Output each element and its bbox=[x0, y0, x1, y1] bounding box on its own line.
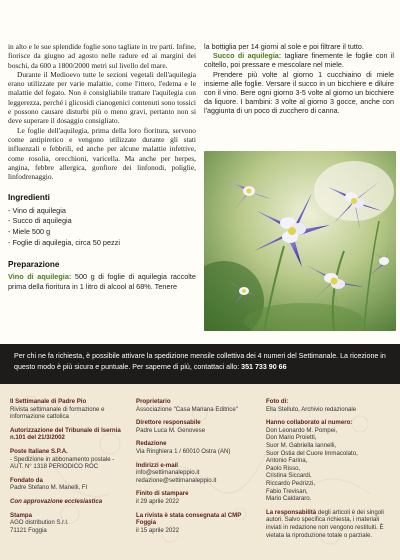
printed-title: Finito di stampare bbox=[136, 490, 189, 498]
masthead-column-editorial bbox=[136, 398, 258, 534]
director-title: Direttore responsabile bbox=[136, 419, 201, 427]
founded-title: Fondato da bbox=[10, 476, 43, 484]
article-paragraph: Prendere più volte al giorno 1 cucchiaino di miele insieme alle foglie. Versare il succo in un bicchiere e diluire con il vino. Bere ogni giorno 3-5 volte al giorno un bicchiere da liquore. I bambini: 3 volte al giorno 3 gocce, anche con l'aggiunta di un poco di zucchero di canna. bbox=[204, 69, 394, 116]
postal-text: - Spedizione in abbonamento postale - AUT. N° 1318 PERIODICO ROC bbox=[10, 455, 115, 471]
article-paragraph: Le foglie dell'aquilegia, prima della loro fioritura, servono come antipiretico e vengono utilizzate durante gli stati influenzali e febbrili, ed anche per alcune malattie infettive, come rosolia, orecchioni, varicella. Ma anche per herpes, angina, febbre allergica, gonfiore dei linfonodi, poliglie, linfodrenaggio. bbox=[8, 125, 196, 182]
publication-subtitle: Rivista settimanale di formazione e informazione cattolica bbox=[10, 405, 105, 421]
contact-phone[interactable]: 351 733 90 66 bbox=[241, 363, 287, 371]
court-authorization: Autorizzazione del Tribunale di Isernia n.101 del 21/3/2002 bbox=[10, 426, 121, 442]
collaborator-name: Don Mario Proietti, bbox=[266, 434, 317, 442]
print-city: 71121 Foggia bbox=[10, 526, 47, 534]
masthead-column-credits bbox=[266, 398, 392, 539]
email-editorial-link[interactable]: redazione@settimanaleppio.it bbox=[136, 476, 217, 484]
collaborator-name: Antonio Farina, bbox=[266, 457, 308, 465]
publication-title: Il Settimanale di Padre Pio bbox=[10, 398, 87, 405]
founded-text: Padre Stefano M. Manelli, FI bbox=[10, 484, 88, 492]
email-info-link[interactable]: info@settimanaleppio.it bbox=[136, 469, 200, 477]
collaborator-name: Suor Ostia del Cuore Immacolato, bbox=[266, 449, 358, 457]
ingredient-item: - Succo di aquilegia bbox=[8, 216, 72, 226]
printed-date: il 29 aprile 2022 bbox=[136, 497, 180, 505]
ingredients-list bbox=[8, 206, 196, 248]
collaborator-name: Paolo Risso, bbox=[266, 464, 301, 472]
print-title: Stampa bbox=[10, 511, 33, 519]
article-left-column bbox=[8, 42, 196, 292]
article-paragraph bbox=[204, 51, 394, 69]
collaborator-name: Mario Caldararo. bbox=[266, 495, 312, 503]
email-title: Indirizzi e-mail bbox=[136, 461, 178, 469]
editorial-title: Redazione bbox=[136, 440, 167, 448]
responsibility-text: degli articoli è dei singoli autori. Salvo specifica richiesta, i materiali inviati in redazione non vengono restituiti. È vietata la riproduzione totale o parziale. bbox=[266, 508, 384, 539]
preparation-heading: Preparazione bbox=[8, 260, 60, 270]
ingredient-item: - Miele 500 g bbox=[8, 226, 51, 236]
ingredients-heading: Ingredienti bbox=[8, 193, 50, 203]
responsibility-title: La responsabilità bbox=[266, 508, 317, 516]
collaborator-name: Fabio Trevisan, bbox=[266, 487, 308, 495]
juice-text: tagliare finemente le foglie con il coltello, poi pressare e mescolare nel miele. bbox=[204, 51, 394, 70]
ingredient-item: - Vino di aquilegia bbox=[8, 205, 66, 215]
director-text: Padre Luca M. Genovese bbox=[136, 426, 206, 434]
preparation-label: Vino di aquilegia: bbox=[8, 272, 72, 282]
photo-credit-title: Foto di: bbox=[266, 398, 289, 405]
responsibility-note bbox=[266, 509, 392, 539]
collaborator-name: Don Leonardo M. Pompei, bbox=[266, 426, 338, 434]
photo-credit-text: Ella Stelluto, Archivio redazionale bbox=[266, 405, 357, 413]
article-paragraph: la bottiglia per 14 giorni al sole e poi filtrare il tutto. bbox=[204, 42, 364, 51]
article-paragraph: Durante il Medioevo tutte le sezioni vegetali dell'aquilegia erano utilizzate per varie malattie, come l'ittero, l'edema e le malattie del fegato. Non è consigliabile trattare l'aquilegia con leggerezza, perché i glicosidi cianogenici contenuti sono tossici e possono causare disturbi più o meno gravi, pertanto non si deve superare il dosaggio consigliato. bbox=[8, 69, 196, 126]
editorial-address: Via Ringhiera 1 / 60010 Ostra (AN) bbox=[136, 447, 231, 455]
aquilegia-flowers-photo bbox=[204, 151, 396, 331]
postal-title: Poste Italiane S.P.A. bbox=[10, 447, 68, 455]
notice-text: Per chi ne fa richiesta, è possibile attivare la spedizione mensile collettiva dei 4 numeri del Settimanale. La ricezione in questo modo è più sicura e puntuale. Per saperne di più, contattaci allo: bbox=[14, 352, 386, 371]
juice-label: Succo di aquilegia: bbox=[213, 51, 282, 61]
ecclesiastical-approval: Con approvazione ecclesiastica bbox=[10, 497, 103, 505]
collaborator-name: Riccardo Pedrizzi, bbox=[266, 479, 316, 487]
preparation-text bbox=[8, 272, 196, 291]
owner-title: Proprietario bbox=[136, 398, 171, 405]
collaborator-name: Suor M. Gabriella Iannelli, bbox=[266, 441, 337, 449]
article-right-column bbox=[204, 42, 394, 116]
masthead-column-publication bbox=[10, 398, 128, 534]
masthead-footer bbox=[0, 384, 400, 560]
preparation-body: 500 g di foglie di aquilegia raccolte prima della fioritura in 1 litro di alcool al 68%. Tenere bbox=[8, 272, 196, 292]
delivered-date: il 15 aprile 2022 bbox=[136, 526, 180, 534]
collaborator-name: Cristina Siccardi, bbox=[266, 472, 312, 480]
collective-shipping-notice bbox=[0, 344, 400, 384]
article-paragraph: in alto e le sue splendide foglie sono tagliate in tre parti. Infine, fiorisce da giugno ad agosto nelle radure ed ai margini dei boschi, da 600 a 1800/2000 metri sul livello del mare. bbox=[8, 42, 196, 70]
ingredient-item: - Foglie di aquilegia, circa 50 pezzi bbox=[8, 237, 120, 247]
owner-text: Associazione "Casa Mariana Editrice" bbox=[136, 405, 238, 413]
delivered-title: La rivista è stata consegnata al CMP Foggia bbox=[136, 511, 242, 527]
print-company: AGO distribution S.r.l. bbox=[10, 519, 69, 527]
collaborators-title: Hanno collaborato al numero: bbox=[266, 419, 353, 427]
flower-illustration bbox=[204, 151, 396, 331]
